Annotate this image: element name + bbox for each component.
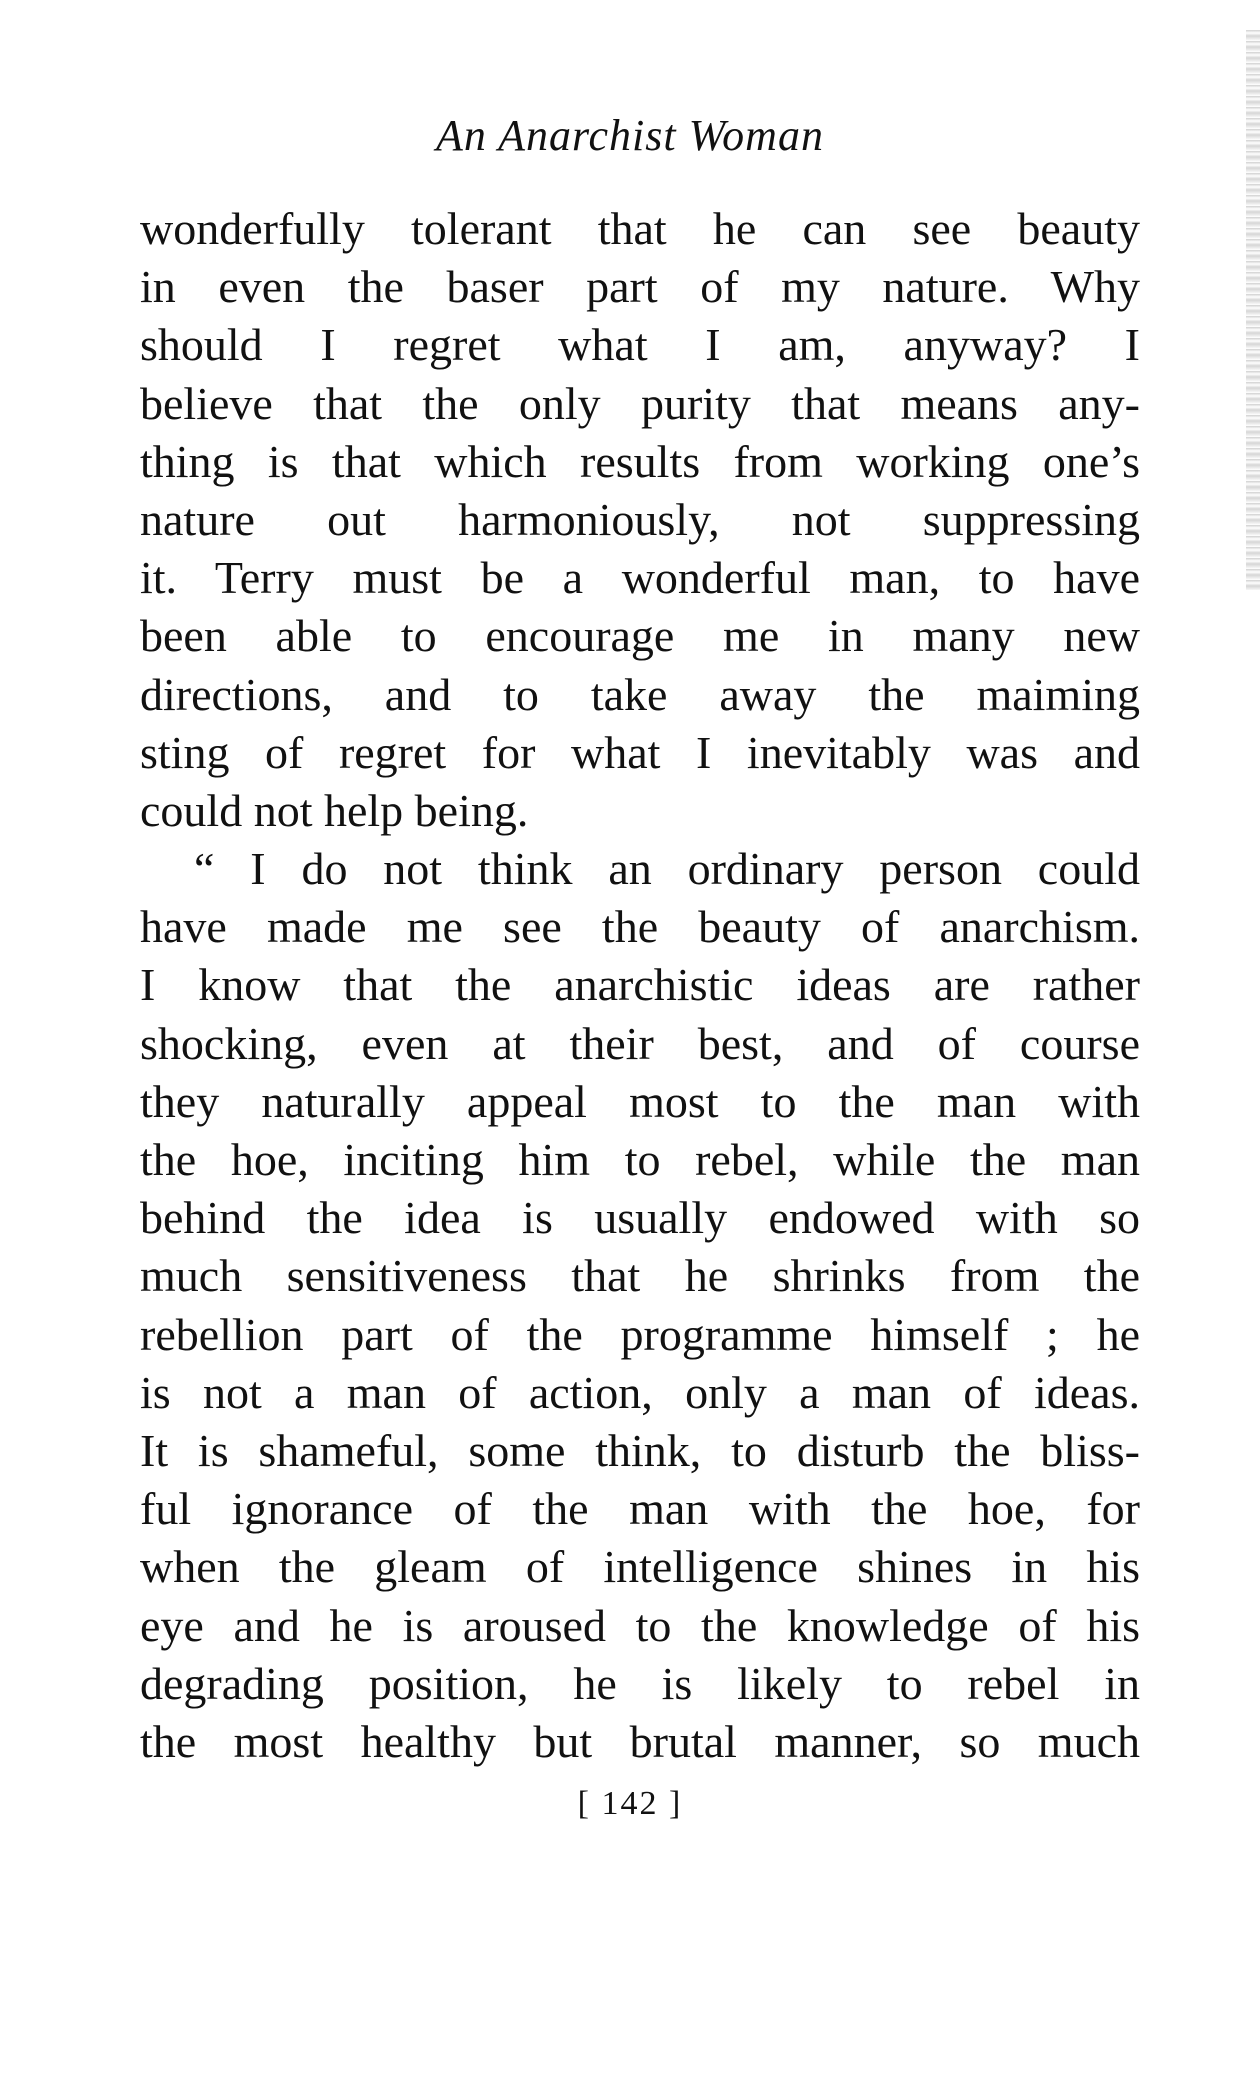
text-line: ful ignorance of the man with the hoe, for bbox=[140, 1483, 1140, 1535]
text-line: they naturally appeal most to the man with bbox=[140, 1075, 1140, 1127]
text-line: sting of regret for what I inevitably was and bbox=[140, 726, 1140, 778]
text-line: much sensitiveness that he shrinks from the bbox=[140, 1250, 1140, 1302]
running-head-title: An Anarchist Woman bbox=[436, 111, 824, 160]
text-line: the hoe, inciting him to rebel, while the man bbox=[140, 1134, 1140, 1185]
text-line: have made me see the beauty of anarchism. bbox=[140, 901, 1140, 953]
text-line: been able to encourage me in many new bbox=[140, 610, 1140, 662]
text-line: degrading position, he is likely to rebel in bbox=[140, 1657, 1140, 1709]
text-line: It is shameful, some think, to disturb the bliss- bbox=[140, 1424, 1140, 1476]
text-line: it. Terry must be a wonderful man, to have bbox=[140, 552, 1140, 604]
text-line: believe that the only purity that means any- bbox=[140, 377, 1140, 429]
paragraph-start-line: “ I do not think an ordinary person could bbox=[194, 843, 1140, 895]
text-line: shocking, even at their best, and of course bbox=[140, 1017, 1140, 1069]
text-line: directions, and to take away the maiming bbox=[140, 668, 1140, 720]
text-line: wonderfully tolerant that he can see beauty bbox=[140, 203, 1140, 254]
text-line: should I regret what I am, anyway? I bbox=[140, 319, 1140, 371]
text-line: thing is that which results from working one’s bbox=[140, 435, 1140, 487]
page-number: [ 142 ] bbox=[577, 1785, 683, 1822]
text-line: I know that the anarchistic ideas are rather bbox=[140, 959, 1140, 1011]
text-line: eye and he is aroused to the knowledge of his bbox=[140, 1599, 1140, 1651]
text-line: rebellion part of the programme himself ; he bbox=[140, 1308, 1140, 1360]
text-line: behind the idea is usually endowed with so bbox=[140, 1192, 1140, 1244]
text-line: the most healthy but brutal manner, so much bbox=[140, 1715, 1140, 1767]
body-text bbox=[140, 200, 1140, 1771]
text-line: nature out harmoniously, not suppressing bbox=[140, 493, 1140, 545]
text-line: in even the baser part of my nature. Why bbox=[140, 261, 1140, 313]
paragraph-end-line: could not help being. bbox=[140, 784, 529, 836]
text-line: is not a man of action, only a man of ideas. bbox=[140, 1366, 1140, 1418]
text-line: when the gleam of intelligence shines in his bbox=[140, 1541, 1140, 1593]
